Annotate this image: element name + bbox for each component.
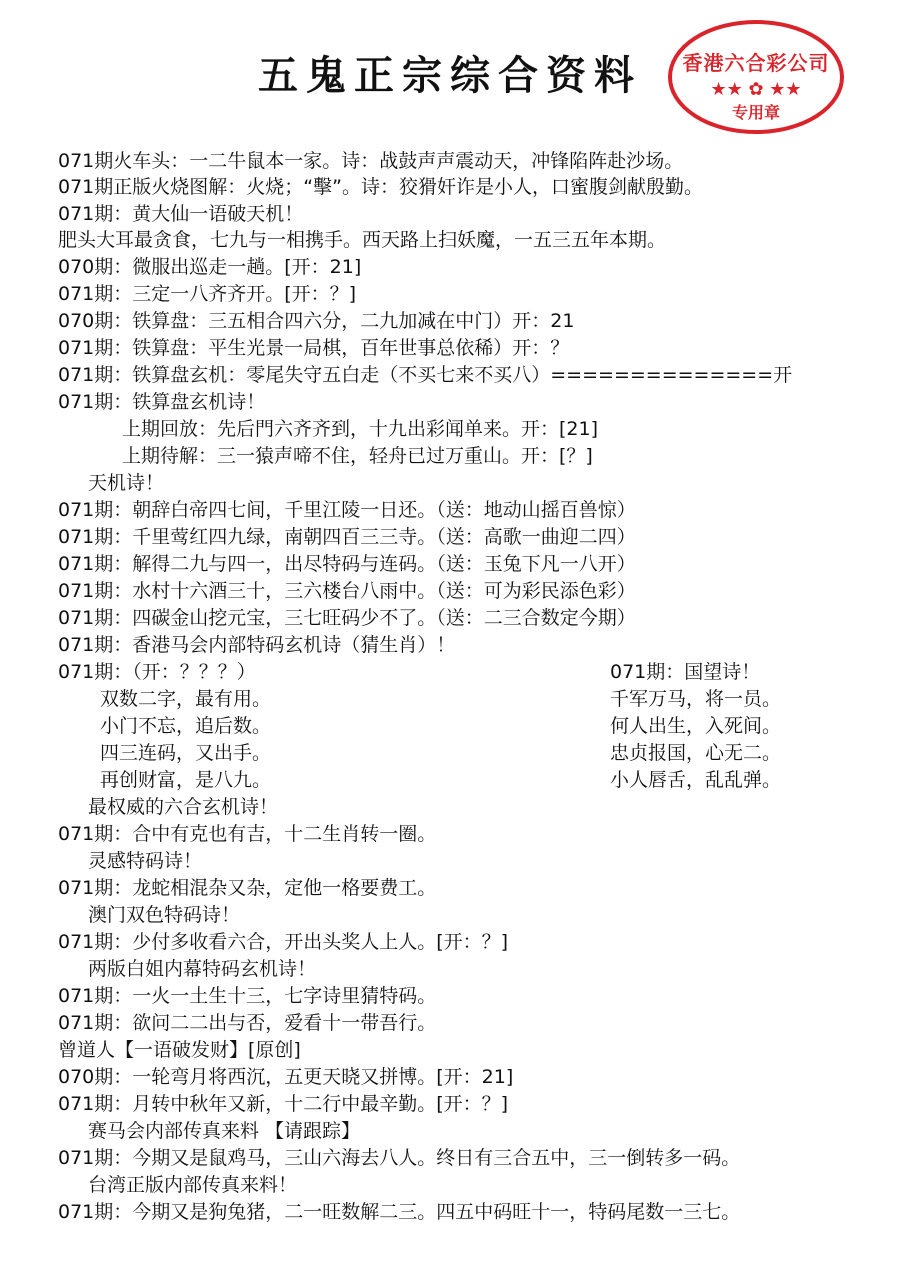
text-line: 071期：铁算盘：平生光景一局棋，百年世事总依稀）开：？ xyxy=(58,337,570,359)
page-title: 五鬼正宗综合资料 xyxy=(258,52,642,99)
text-line: 070期：铁算盘：三五相合四六分，二九加减在中门）开：21 xyxy=(58,310,575,332)
text-line: 071期：少付多收看六合，开出头奖人上人。[开：？] xyxy=(58,931,509,953)
stamp-seal xyxy=(666,18,846,136)
right-poem-line: 小人唇舌，乱乱弹。 xyxy=(610,769,782,791)
text-line: 上期待解：三一猿声啼不住，轻舟已过万重山。开：[？] xyxy=(122,445,593,467)
text-line: 071期火车头：一二牛鼠本一家。诗：战鼓声声震动天，冲锋陷阵赴沙场。 xyxy=(58,150,684,172)
right-poem-line: 何人出生，入死间。 xyxy=(610,715,782,737)
text-line: 肥头大耳最贪食，七九与一相携手。西天路上扫妖魔，一五三五年本期。 xyxy=(58,229,667,251)
text-line: 071期：水村十六酒三十，三六楼台八雨中。（送：可为彩民添色彩） xyxy=(58,580,636,602)
text-line: 071期：千里莺红四九绿，南朝四百三三寺。（送：高歌一曲迎二四） xyxy=(58,526,636,548)
text-line: 071期：铁算盘玄机：零尾失守五白走（不买七来不买八）==============开 xyxy=(58,364,793,386)
section-heading: 灵感特码诗！ xyxy=(88,850,203,872)
section-heading: 天机诗！ xyxy=(88,472,165,494)
poem-line: 双数二字，最有用。 xyxy=(100,688,272,710)
text-line: 071期：四碳金山挖元宝，三七旺码少不了。（送：二三合数定今期） xyxy=(58,607,636,629)
text-line: 070期：一轮弯月将西沉，五更天晓又拼博。[开：21] xyxy=(58,1066,514,1088)
right-poem-line: 忠贞报国，心无二。 xyxy=(610,742,782,764)
text-line: 071期：今期又是狗兔猪，二一旺数解二三。四五中码旺十一，特码尾数一三七。 xyxy=(58,1201,741,1223)
text-line: 071期：（开：？？？） xyxy=(58,661,256,683)
text-line: 071期：欲问二二出与否，爱看十一带吾行。 xyxy=(58,1012,437,1034)
section-heading: 曾道人【一语破发财】[原创] xyxy=(58,1039,301,1061)
right-poem-title: 071期：国望诗！ xyxy=(610,661,761,683)
text-line: 070期：微服出巡走一趟。[开：21] xyxy=(58,256,362,278)
text-line: 071期：合中有克也有吉，十二生肖转一圈。 xyxy=(58,823,437,845)
text-line: 071期：一火一土生十三，七字诗里猜特码。 xyxy=(58,985,437,1007)
poem-line: 再创财富，是八九。 xyxy=(100,769,272,791)
svg-text:★★ ✿ ★★: ★★ ✿ ★★ xyxy=(710,79,802,100)
text-line: 071期：解得二九与四一，出尽特码与连码。（送：玉兔下凡一八开） xyxy=(58,553,636,575)
text-line: 071期：今期又是鼠鸡马，三山六海去八人。终日有三合五中，三一倒转多一码。 xyxy=(58,1147,741,1169)
section-heading: 两版白姐内幕特码玄机诗！ xyxy=(88,958,317,980)
text-line: 071期：朝辞白帝四七间，千里江陵一日还。（送：地动山摇百兽惊） xyxy=(58,499,636,521)
text-line: 上期回放：先后門六齐齐到，十九出彩闻单来。开：[21] xyxy=(122,418,599,440)
right-poem-line: 千军万马，将一员。 xyxy=(610,688,782,710)
section-heading: 澳门双色特码诗！ xyxy=(88,904,241,926)
text-line: 071期：三定一八齐齐开。[开：？] xyxy=(58,283,357,305)
section-heading: 赛马会内部传真来料 【请跟踪】 xyxy=(88,1120,361,1142)
text-line: 071期：龙蛇相混杂又杂，定他一格要费工。 xyxy=(58,877,437,899)
poem-line: 四三连码，又出手。 xyxy=(100,742,272,764)
svg-text:专用章: 专用章 xyxy=(731,103,781,122)
section-heading: 最权威的六合玄机诗！ xyxy=(88,796,279,818)
svg-text:香港六合彩公司: 香港六合彩公司 xyxy=(682,51,830,75)
text-line: 071期：月转中秋年又新，十二行中最辛勤。[开：？] xyxy=(58,1093,509,1115)
text-line: 071期：香港马会内部特码玄机诗（猜生肖）！ xyxy=(58,634,456,656)
text-line: 071期：黄大仙一语破天机！ xyxy=(58,203,304,225)
text-line: 071期正版火烧图解：火烧；“擊”。诗：狡猾奸诈是小人，口蜜腹剑献殷勤。 xyxy=(58,176,703,198)
section-heading: 台湾正版内部传真来料！ xyxy=(88,1174,298,1196)
text-line: 071期：铁算盘玄机诗！ xyxy=(58,391,266,413)
poem-line: 小门不忘，追后数。 xyxy=(100,715,272,737)
